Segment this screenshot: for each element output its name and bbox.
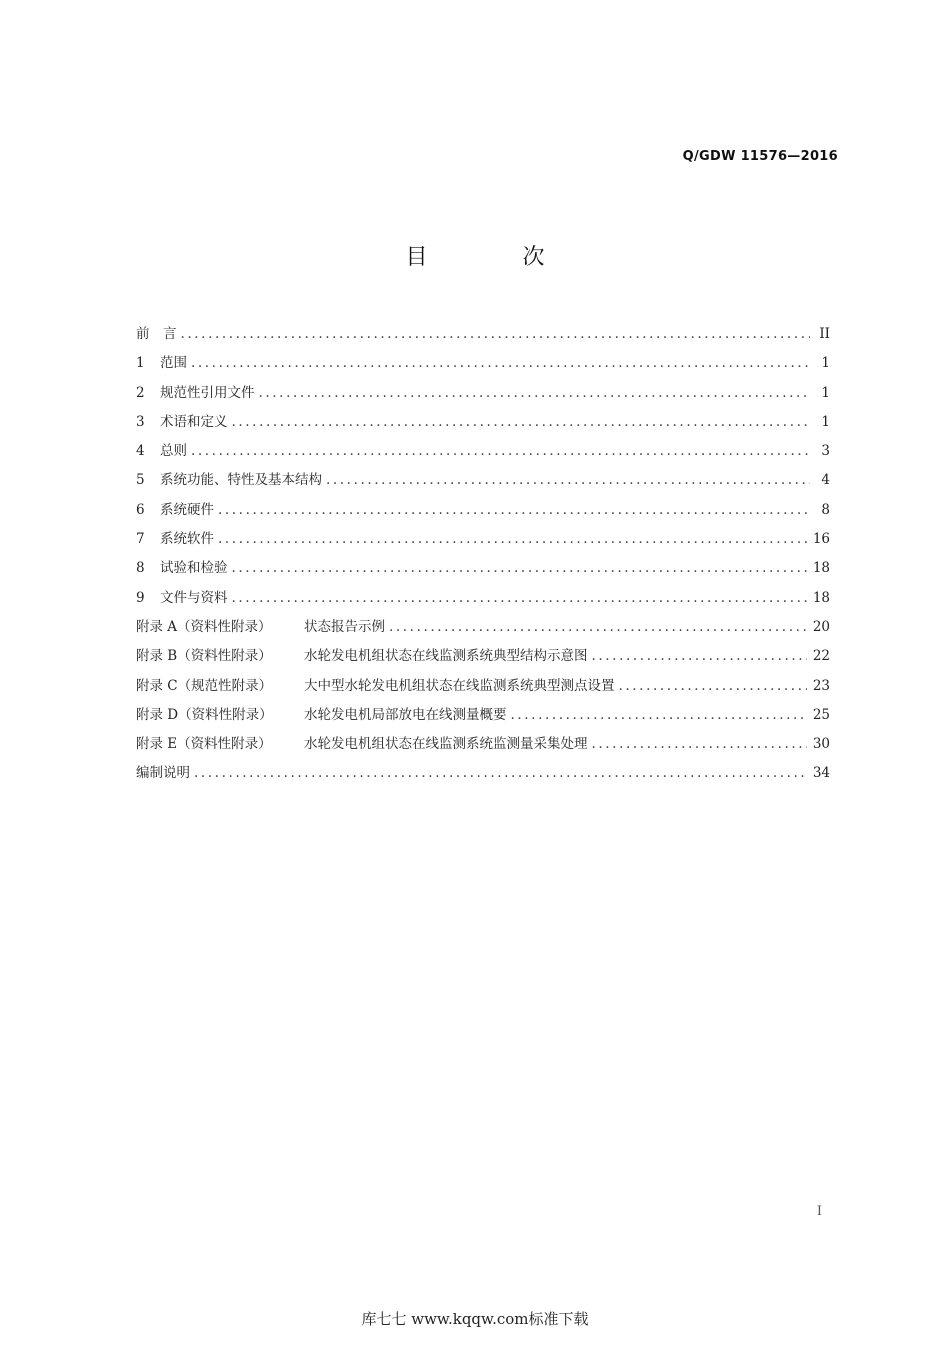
toc-entry-label: 试验和检验 [160, 560, 228, 577]
toc-entry-label: 水轮发电机组状态在线监测系统监测量采集处理 [304, 736, 588, 753]
toc-entry-appendix-prefix: 附录 D（资料性附录） [136, 706, 273, 723]
toc-entry-label: 系统功能、特性及基本结构 [160, 472, 322, 489]
toc-entry-page: 25 [812, 706, 830, 723]
toc-entry-page: 4 [821, 472, 830, 489]
toc-entry[interactable] [136, 496, 830, 525]
toc-entry-label: 总则 [160, 443, 187, 460]
toc-entry-number: 7 [136, 531, 145, 548]
toc-entry-label: 文件与资料 [160, 589, 228, 606]
toc-entry-label: 系统软件 [160, 531, 214, 548]
toc-entry-page: 1 [821, 355, 830, 372]
toc-dot-leader [592, 730, 807, 759]
toc-entry-appendix-prefix: 附录 B（资料性附录） [136, 648, 272, 665]
toc-entry[interactable] [136, 672, 830, 701]
toc-entry[interactable] [136, 642, 830, 671]
toc-entry[interactable] [136, 613, 830, 642]
toc-entry[interactable] [136, 701, 830, 730]
toc-dot-leader [218, 496, 810, 525]
toc-entry-page: 16 [812, 531, 830, 548]
toc-dot-leader [194, 759, 807, 788]
toc-dot-leader [191, 349, 810, 378]
toc-entry-label: 状态报告示例 [304, 618, 385, 635]
toc-entry-label: 术语和定义 [160, 413, 228, 430]
toc-dot-leader [259, 379, 811, 408]
toc-dot-leader [619, 672, 807, 701]
toc-entry[interactable] [136, 320, 830, 349]
toc-entry-number: 4 [136, 443, 145, 460]
toc-entry-label: 水轮发电机组状态在线监测系统典型结构示意图 [304, 648, 588, 665]
toc-entry-page: 18 [812, 589, 830, 606]
toc-entry-page: 8 [821, 501, 830, 518]
toc-dot-leader [191, 437, 810, 466]
toc-entry[interactable] [136, 466, 830, 495]
toc-entry-page: 23 [812, 677, 830, 694]
toc-entry-number: 8 [136, 560, 145, 577]
toc-entry[interactable] [136, 379, 830, 408]
toc-entry-appendix-prefix: 附录 E（资料性附录） [136, 736, 272, 753]
toc-entry-page: 20 [812, 618, 830, 635]
toc-entry-appendix-prefix: 附录 C（规范性附录） [136, 677, 273, 694]
toc-entry[interactable] [136, 408, 830, 437]
toc-dot-leader [592, 642, 807, 671]
toc-entry-page: 30 [812, 736, 830, 753]
toc-entry[interactable] [136, 525, 830, 554]
toc-entry[interactable] [136, 554, 830, 583]
footer-watermark: 库七七 www.kqqw.com标准下载 [361, 1310, 589, 1328]
toc-entry[interactable] [136, 584, 830, 613]
toc-entry-number: 1 [136, 355, 145, 372]
toc-entry-number: 3 [136, 413, 145, 430]
toc-entry-label: 范围 [160, 355, 187, 372]
toc-dot-leader [181, 320, 811, 349]
toc-entry[interactable] [136, 730, 830, 759]
toc-entry-number: 5 [136, 472, 145, 489]
toc-entry-number: 2 [136, 384, 145, 401]
toc-entry-page: II [819, 326, 830, 342]
toc-entry-number: 9 [136, 589, 145, 606]
table-of-contents [136, 320, 830, 789]
toc-entry-label: 前 言 [136, 326, 177, 342]
toc-entry-page: 1 [821, 413, 830, 430]
page-title: 目 次 [405, 245, 589, 270]
toc-dot-leader [232, 554, 807, 583]
toc-entry[interactable] [136, 349, 830, 378]
toc-entry-number: 6 [136, 501, 145, 518]
toc-entry-label: 水轮发电机局部放电在线测量概要 [304, 706, 507, 723]
toc-entry[interactable] [136, 759, 830, 788]
toc-dot-leader [218, 525, 807, 554]
toc-dot-leader [232, 584, 807, 613]
toc-dot-leader [232, 408, 811, 437]
toc-dot-leader [389, 613, 807, 642]
toc-entry-label: 规范性引用文件 [160, 384, 255, 401]
standard-code: Q/GDW 11576—2016 [682, 149, 838, 164]
toc-entry-label: 编制说明 [136, 765, 190, 782]
page-number: I [816, 1204, 822, 1219]
toc-entry-label: 大中型水轮发电机组状态在线监测系统典型测点设置 [304, 677, 615, 694]
toc-entry[interactable] [136, 437, 830, 466]
toc-entry-page: 1 [821, 384, 830, 401]
toc-entry-label: 系统硬件 [160, 501, 214, 518]
toc-entry-appendix-prefix: 附录 A（资料性附录） [136, 618, 272, 635]
toc-entry-page: 34 [812, 765, 830, 782]
toc-dot-leader [511, 701, 807, 730]
toc-entry-page: 3 [821, 443, 830, 460]
toc-entry-page: 22 [812, 648, 830, 665]
toc-entry-page: 18 [812, 560, 830, 577]
toc-dot-leader [326, 466, 810, 495]
